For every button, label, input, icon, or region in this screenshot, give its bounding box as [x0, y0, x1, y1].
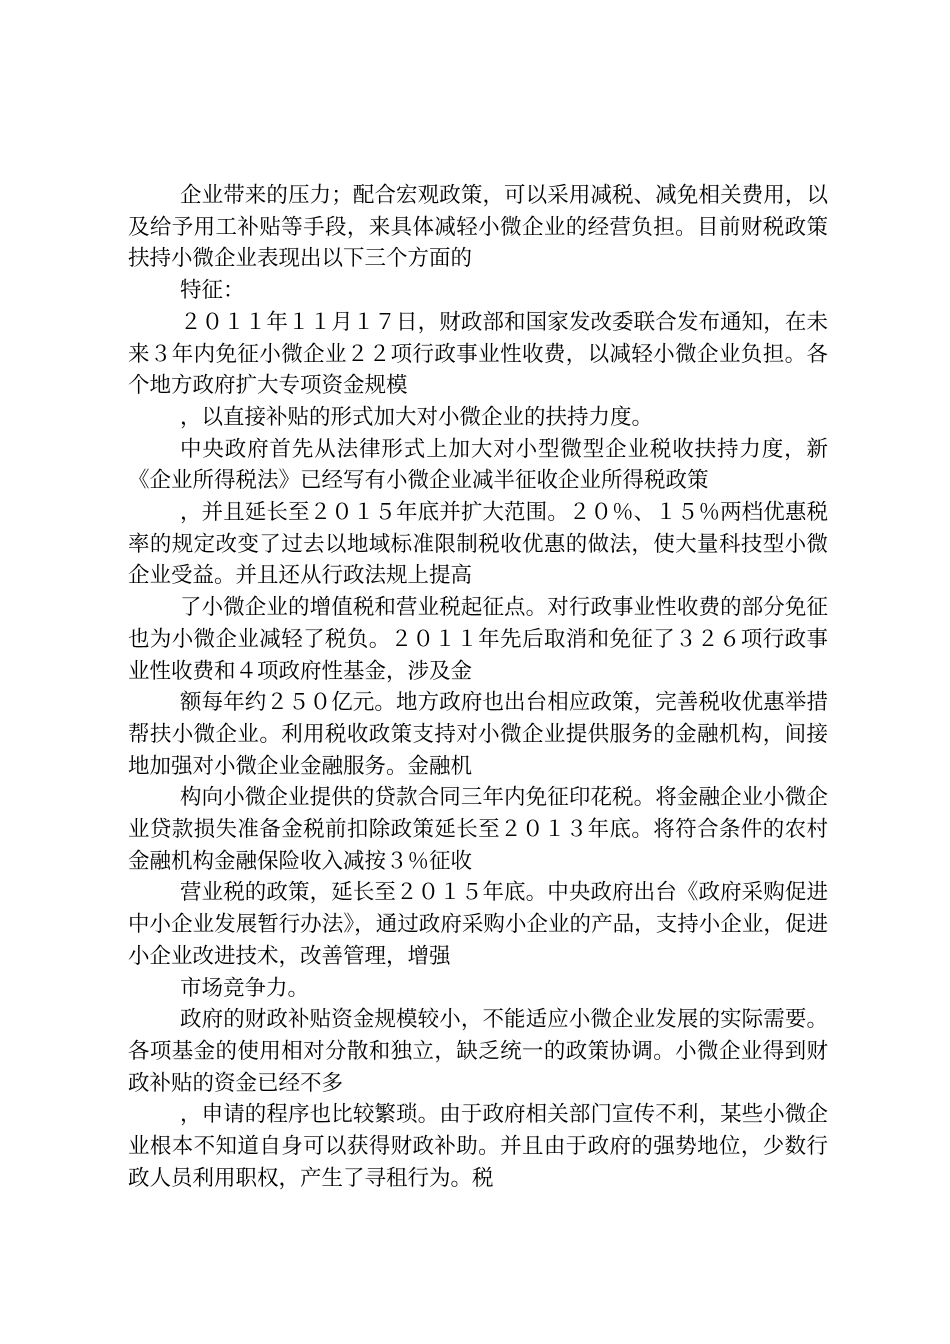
paragraph-2: 特征：: [180, 278, 245, 304]
paragraph-4: ，以直接补贴的形式加大对小微企业的扶持力度。: [180, 404, 654, 430]
paragraph-8: 额每年约２５０亿元。地方政府也出台相应政策，完善税收优惠举措帮扶小微企业。利用税收政策支持对小微企业提供服务的金融机构，间接地加强对小微企业金融服务。金融机: [128, 690, 828, 779]
paragraph-7: 了小微企业的增值税和营业税起征点。对行政事业性收费的部分免征也为小微企业减轻了税负。２０１１年先后取消和免征了３２６项行政事业性收费和４项政府性基金，涉及金: [128, 595, 828, 684]
paragraph-9: 构向小微企业提供的贷款合同三年内免征印花税。将金融企业小微企业贷款损失准备金税前扣除政策延长至２０１３年底。将符合条件的农村金融机构金融保险收入减按３％征收: [128, 785, 828, 874]
paragraph-5: 中央政府首先从法律形式上加大对小型微型企业税收扶持力度，新《企业所得税法》已经写有小微企业减半征收企业所得税政策: [128, 436, 828, 494]
paragraph-3: ２０１１年１１月１７日，财政部和国家发改委联合发布通知，在未来３年内免征小微企业２２项行政事业性收费，以减轻小微企业负担。各个地方政府扩大专项资金规模: [128, 309, 828, 399]
paragraph-13: ，申请的程序也比较繁琐。由于政府相关部门宣传不利，某些小微企业根本不知道自身可以获得财政补助。并且由于政府的强势地位，少数行政人员利用职权，产生了寻租行为。税: [128, 1102, 828, 1191]
paragraph-11: 市场竞争力。: [180, 975, 310, 1001]
paragraph-6: ，并且延长至２０１５年底并扩大范围。２０％、１５％两档优惠税率的规定改变了过去以地域标准限制税收优惠的做法，使大量科技型小微企业受益。并且还从行政法规上提高: [128, 500, 828, 589]
document-page: [128, 180, 828, 1195]
paragraph-1: 企业带来的压力；配合宏观政策，可以采用减税、减免相关费用，以及给予用工补贴等手段，来具体减轻小微企业的经营负担。目前财税政策扶持小微企业表现出以下三个方面的: [128, 183, 828, 272]
paragraph-10: 营业税的政策，延长至２０１５年底。中央政府出台《政府采购促进中小企业发展暂行办法》，通过政府采购小企业的产品，支持小企业，促进小企业改进技术，改善管理，增强: [128, 880, 828, 969]
paragraph-12: 政府的财政补贴资金规模较小，不能适应小微企业发展的实际需要。各项基金的使用相对分散和独立，缺乏统一的政策协调。小微企业得到财政补贴的资金已经不多: [128, 1007, 828, 1096]
